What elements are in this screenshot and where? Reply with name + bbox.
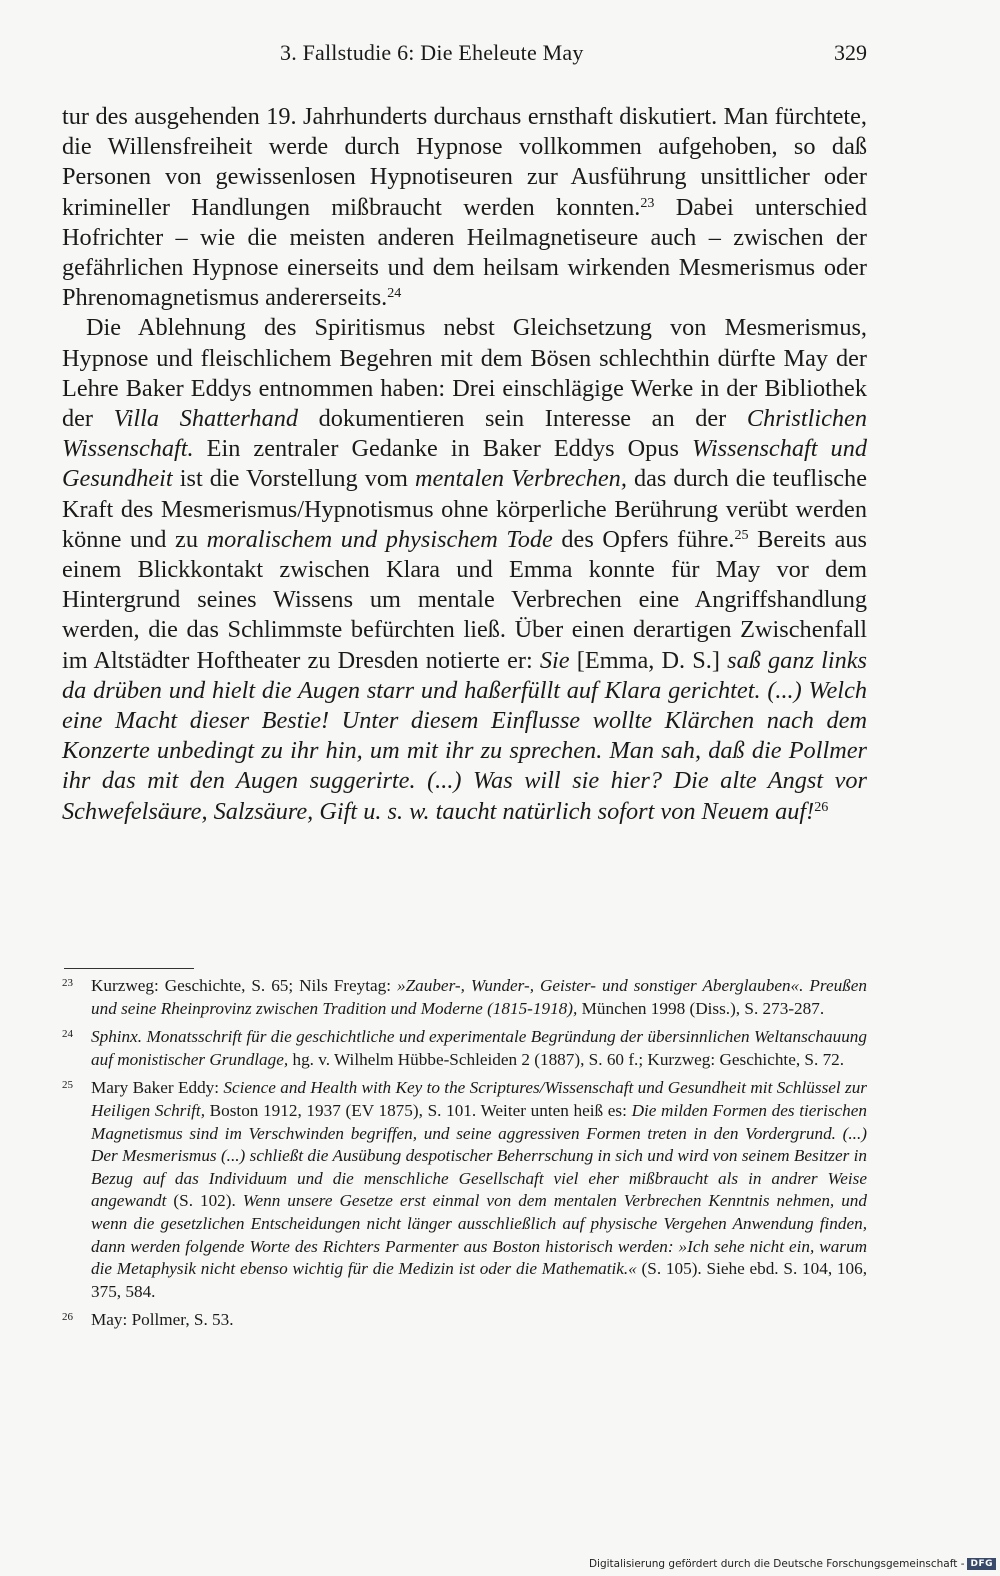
footnote-number: 26	[62, 1311, 73, 1324]
text-segment: [Emma, D. S.]	[569, 646, 728, 674]
footnote-23	[62, 975, 867, 1020]
footnote-ref-25[interactable]: 25	[734, 527, 749, 544]
credit-text: Digitalisierung gefördert durch die Deutsche Forschungsgemeinschaft -	[588, 1558, 965, 1570]
text-segment: München 1998 (Diss.), S. 273-287.	[577, 998, 825, 1018]
text-segment: Boston 1912, 1937 (EV 1875), S. 101. Weiter unten heiß es:	[205, 1100, 632, 1120]
footnote-25	[62, 1077, 867, 1303]
running-title: 3. Fallstudie 6: Die Eheleute May	[280, 40, 584, 65]
footnote-26	[62, 1309, 867, 1332]
dfg-logo-icon: DFG	[967, 1558, 996, 1570]
italic-title: Science and Health with Key to the Scriptures/Wissenschaft und Gesundheit mit Schlüssel zur Heiligen Schrift,	[91, 1078, 867, 1120]
text-segment: tur des ausgehenden 19. Jahrhunderts durchaus ernsthaft diskutiert. Man fürchtete, die Willensfreiheit werde durch Hypnose vollkommen aufgehoben, so daß Personen von gewissenlosen Hypnotiseuren zur Ausführung unsittlicher oder krimineller Handlungen mißbraucht werden konnten.	[62, 103, 867, 221]
italic-title: Villa Shatterhand	[113, 405, 299, 433]
digitization-credit	[589, 1558, 996, 1570]
text-segment: (S. 102).	[166, 1191, 243, 1211]
text-segment: des Opfers führe.	[552, 525, 735, 553]
text-segment: ist die Vorstellung vom	[172, 465, 415, 493]
paragraph-2	[62, 313, 867, 826]
text-segment: Dabei unterschied Hofrichter – wie die meisten anderen Heilmagnetiseure auch – zwischen der gefährlichen Hypnose einerseits und dem heilsam wirkenden Mesmerismus oder Phrenomagnetismus andererseits.	[62, 193, 867, 312]
italic-title: Wissenschaft und Gesundheit	[62, 435, 867, 493]
footnote-ref-24[interactable]: 24	[387, 285, 402, 302]
text-segment: Kurzweg: Geschichte, S. 65; Nils Freytag:	[91, 976, 397, 995]
text-segment: Die Ablehnung des Spiritismus nebst Gleichsetzung von Mesmerismus, Hypnose und fleischlichem Begehren mit dem Bösen schlechthin dürfte May der Lehre Baker Eddys entnommen haben: Drei einschlägige Werke in der Bibliothek der	[62, 314, 867, 433]
italic-quote: Die milden Formen des tierischen Magnetismus sind im Verschwinden begriffen, und seine aggressiven Formen treten in den Vordergrund. (...) Der Mesmerismus (...) schließt die Ausübung despotischer Beherrschung in sich und wird von seinem Besitzer in Bezug auf das Individuum und die menschliche Gesellschaft viel eher mißbraucht als in andrer Weise angewandt	[91, 1100, 867, 1211]
text-segment: hg. v. Wilhelm Hübbe-Schleiden 2 (1887), S. 60 f.; Kurzweg: Geschichte, S. 72.	[288, 1049, 845, 1069]
footnote-24	[62, 1026, 867, 1071]
italic-title: Christlichen Wissenschaft.	[62, 405, 867, 463]
footnote-ref-26[interactable]: 26	[814, 798, 829, 815]
italic-quote: Sie	[539, 646, 570, 674]
text-segment: (S. 105). Siehe ebd. S. 104, 106, 375, 584.	[91, 1259, 867, 1301]
footnote-separator	[64, 968, 194, 969]
italic-term: mentalen Verbrechen,	[414, 465, 627, 493]
italic-quote: Wenn unsere Gesetze erst einmal von dem mentalen Verbrechen Kenntnis nehmen, und wenn die gesetzlichen Entscheidungen nicht länger ausschließlich auf physische Vergehen Anwendung finden, dann werden folgende Worte des Richters Parmenter aus Boston historisch werden: »Ich sehe nicht ein, warum die Metaphysik nicht ebenso wichtig für die Medizin ist oder die Mathematik.«	[91, 1191, 867, 1279]
text-segment: May: Pollmer, S. 53.	[91, 1310, 234, 1330]
text-segment: Bereits aus einem Blickkontakt zwischen Klara und Emma konnte für May vor dem Hintergrund seines Wissens um mentale Verbrechen eine Angriffshandlung werden, die das Schlimmste befürchten ließ. Über einen derartigen Zwischenfall im Altstädter Hoftheater zu Dresden notierte er:	[62, 525, 867, 674]
italic-title: »Zauber-, Wunder-, Geister- und sonstiger Aberglauben«. Preußen und seine Rheinprovinz zwischen Tradition und Moderne (1815-1918),	[91, 976, 867, 1018]
text-segment: dokumentieren sein Interesse an der	[298, 405, 747, 433]
paragraph-1	[62, 102, 867, 313]
italic-term: moralischem und physischem Tode	[206, 525, 553, 553]
footnote-number: 24	[62, 1028, 73, 1041]
text-segment: das durch die teuflische Kraft des Mesmerismus/Hypnotismus ohne körperliche Berührung verübt werden könne und zu	[62, 465, 867, 553]
footnotes	[62, 975, 867, 1338]
main-text	[62, 102, 867, 827]
text-segment: Ein zentraler Gedanke in Baker Eddys Opus	[193, 435, 692, 463]
running-header	[62, 40, 867, 72]
page-number: 329	[834, 40, 867, 65]
text-segment: Mary Baker Eddy:	[91, 1078, 224, 1098]
footnote-ref-23[interactable]: 23	[640, 194, 655, 211]
footnote-number: 25	[62, 1079, 73, 1092]
italic-title: Sphinx. Monatsschrift für die geschichtliche und experimentale Begründung der übersinnlichen Weltanschauung auf monistischer Grundlage,	[91, 1027, 867, 1069]
footnote-number: 23	[62, 977, 73, 989]
italic-quote: saß ganz links da drüben und hielt die Augen starr und haßerfüllt auf Klara gerichtet. (...) Welch eine Macht dieser Bestie! Unter diesem Einflusse wollte Klärchen nach dem Konzerte unbedingt zu ihr hin, um mit ihr zu sprechen. Man sah, daß die Pollmer ihr das mit den Augen suggerirte. (...) Was will sie hier? Die alte Angst vor Schwefelsäure, Salzsäure, Gift u. s. w. taucht natürlich sofort von Neuem auf!	[62, 646, 867, 825]
